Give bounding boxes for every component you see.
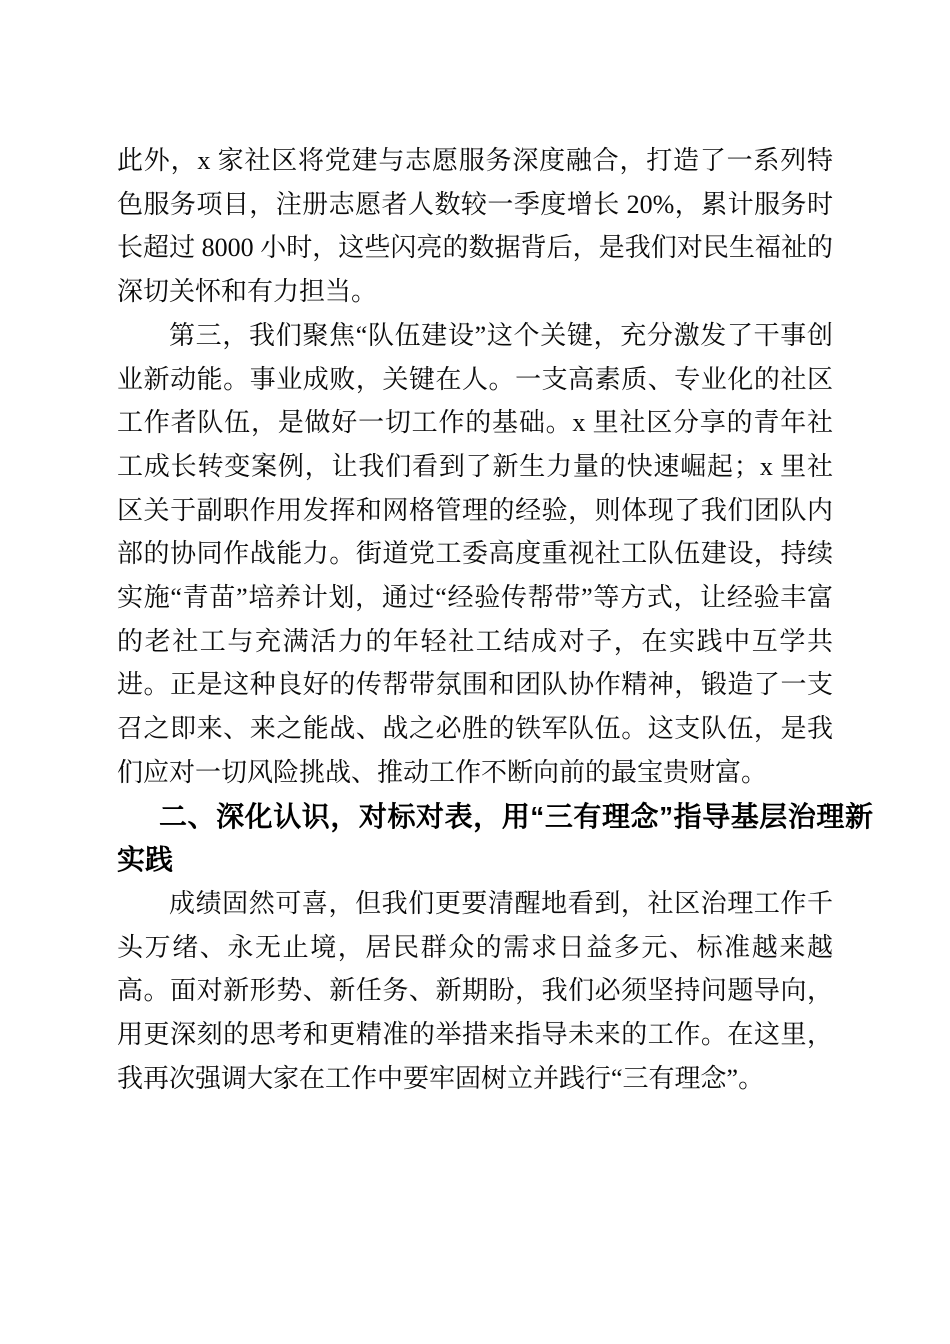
paragraph-volunteer-services: 此外，x 家社区将党建与志愿服务深度融合，打造了一系列特色服务项目，注册志愿者人数较一季度增长 20%，累计服务时长超过 8000 小时，这些闪亮的数据背后，是我们对民生福祉的深切关怀和有力担当。	[117, 146, 833, 307]
paragraph-team-building: 第三，我们聚焦“队伍建设”这个关键，充分激发了干事创业新动能。事业成败，关键在人。一支高素质、专业化的社区工作者队伍，是做好一切工作的基础。x 里社区分享的青年社工成长转变案例，让我们看到了新生力量的快速崛起；x 里社区关于副职作用发挥和网格管理的经验，则体现了我们团队内部的协同作战能力。街道党工委高度重视社工队伍建设，持续实施“青苗”培养计划，通过“经验传帮带”等方式，让经验丰富的老社工与充满活力的年轻社工结成对子，在实践中互学共进。正是这种良好的传帮带氛围和团队协作精神，锻造了一支召之即来、来之能战、战之必胜的铁军队伍。这支队伍，是我们应对一切风险挑战、推动工作不断向前的最宝贵财富。	[117, 320, 833, 787]
paragraph-future-outlook: 成绩固然可喜，但我们更要清醒地看到，社区治理工作千头万绪、永无止境，居民群众的需求日益多元、标准越来越高。面对新形势、新任务、新期盼，我们必须坚持问题导向，用更深刻的思考和更精准的举措来指导未来的工作。在这里，我再次强调大家在工作中要牢固树立并践行“三有理念”。	[117, 888, 833, 1093]
section-heading-deepen-understanding: 二、深化认识，对标对表，用“三有理念”指导基层治理新实践	[117, 800, 873, 876]
